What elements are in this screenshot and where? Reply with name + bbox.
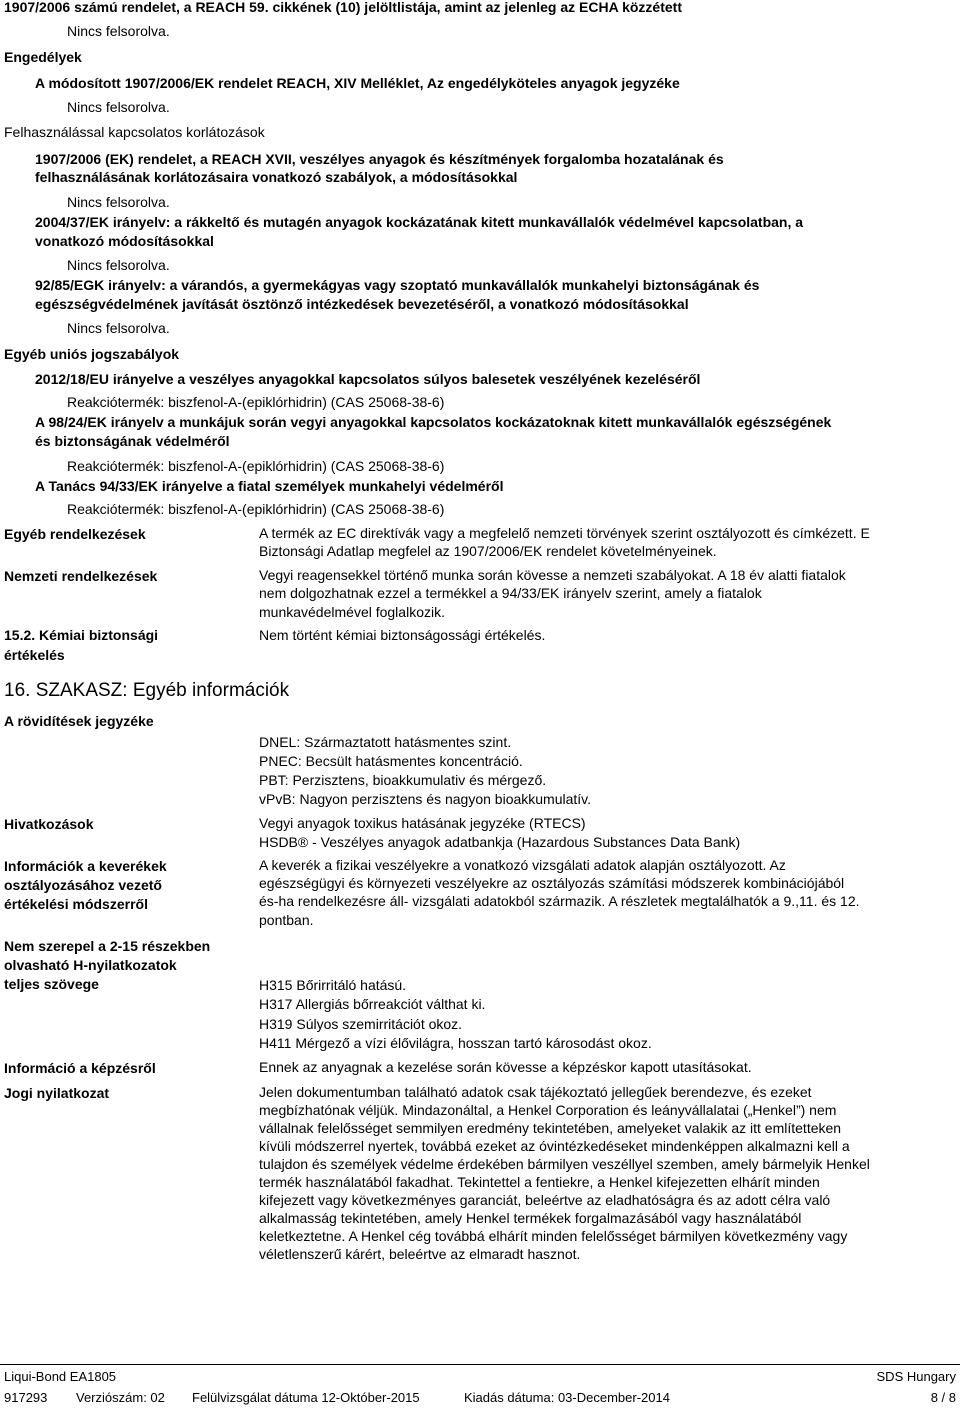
national-regulations-line2: nem dolgozhatnak ezzel a termékkel a 94/33/EK irányelv szerint, amely a fiatalok [259,585,762,601]
section16-title: 16. SZAKASZ: Egyéb információk [4,680,290,701]
training-label: Információ a képzésről [4,1060,156,1076]
abbreviation-line: DNEL: Származtatott hatásmentes szint. [259,734,512,750]
disclaimer-line: kívüli módszerrel nyertek, továbbá ezeket az óvintézkedéseket mindenképpen alkalmazni kell a [259,1138,850,1154]
h-statement: H315 Bőrirritáló hatású. [259,977,407,993]
footer-page-number: 8 / 8 [930,1390,956,1405]
references-label: Hivatkozások [4,816,94,832]
disclaimer-line: keletkeztetne. A Henkel cég továbbá elhárít minden felelősséget bármilyen következmény vagy [259,1228,848,1244]
other-eu-label: Egyéb uniós jogszabályok [4,346,180,362]
csa-label-line1: 15.2. Kémiai biztonsági [4,627,159,643]
method-line1: A keverék a fizikai veszélyekre a vonatkozó vizsgálati adatok alapján osztályozott. Az [259,857,786,873]
h-statement: H319 Súlyos szemirritációt okoz. [259,1016,463,1032]
seveso-heading: 2012/18/EU irányelve a veszélyes anyagokkal kapcsolatos súlyos balesetek veszélyének kezeléséről [35,371,701,387]
method-label-line3: értékelési módszerről [4,896,148,912]
h-statement: H317 Allergiás bőrreakciót válthat ki. [259,996,486,1012]
abbreviations-label: A rövidítések jegyzéke [4,713,154,729]
csa-label-line2: értékelés [4,647,65,663]
dir92-heading-line1: 92/85/EGK irányelv: a várandós, a gyermekágyas vagy szoptató munkavállalók munkahelyi biztonságának és [35,277,760,293]
annex17-value: Nincs felsorolva. [67,194,170,210]
h-statements-label-line1: Nem szerepel a 2-15 részekben [4,938,211,954]
training-value: Ennek az anyagnak a kezelése során kövesse a képzéskor kapott utasításokat. [259,1059,752,1075]
method-line2: egészségügyi és környezeti veszélyekre az osztályozás számítási módszerek kombinációjából [259,875,845,891]
abbreviation-line: PNEC: Becsült hatásmentes koncentráció. [259,753,523,769]
disclaimer-line: véletlenszerű kárért, beleértve az elmaradt hasznot. [259,1246,581,1262]
dir2004-heading-line1: 2004/37/EK irányelv: a rákkeltő és mutagén anyagok kockázatának kitett munkavállalók védelmével kapcsolatban, a [35,214,804,230]
disclaimer-line: alkalmasság tekintetében, amely Henkel termékek forgalmazásából vagy használatából [259,1210,802,1226]
method-label-line1: Információk a keverékek [4,858,167,874]
dir94-value: Reakciótermék: biszfenol-A-(epiklórhidrin) (CAS 25068-38-6) [67,501,445,517]
other-regulations-label: Egyéb rendelkezések [4,526,146,542]
national-regulations-line1: Vegyi reagensekkel történő munka során kövesse a nemzeti szabályokat. A 18 év alatti fiatalok [259,567,846,583]
dir94-heading: A Tanács 94/33/EK irányelve a fiatal személyek munkahelyi védelméről [35,478,504,494]
seveso-value: Reakciótermék: biszfenol-A-(epiklórhidrin) (CAS 25068-38-6) [67,394,445,410]
national-regulations-line3: munkavédelmével foglalkozik. [259,604,445,620]
h-statements-label-line3: teljes szövege [4,976,99,992]
reach59-heading: 1907/2006 számú rendelet, a REACH 59. cikkének (10) jelöltlistája, amint az jelenleg az ECHA közzétett [4,0,682,15]
footer-product-name: Liqui-Bond EA1805 [4,1369,117,1384]
h-statement: H411 Mérgező a vízi élővilágra, hosszan tartó károsodást okoz. [259,1035,652,1051]
disclaimer-line: kifejezett vagy következményes garanciát, beleértve az eladhatóságra és az adott célra való [259,1192,831,1208]
csa-value: Nem történt kémiai biztonságossági értékelés. [259,627,546,643]
abbreviation-line: PBT: Perzisztens, bioakkumulativ és mérgező. [259,772,547,788]
disclaimer-line: megbízhatónak véljük. Mindazonáltal, a Henkel Corporation és leányvállalatai („Henkel”) nem [259,1102,837,1118]
references-line1: Vegyi anyagok toxikus hatásának jegyzéke (RTECS) [259,815,586,831]
dir98-value: Reakciótermék: biszfenol-A-(epiklórhidrin) (CAS 25068-38-6) [67,458,445,474]
method-label-line2: osztályozásához vezető [4,877,162,893]
disclaimer-line: tulajdon és személyek védelme érdekében bármilyen veszéllyel szemben, amely bármelyik Henkel [259,1156,870,1172]
other-regulations-line2: Biztonsági Adatlap megfelel az 1907/2006/EK rendelet követelményeinek. [259,543,717,559]
footer-revision-date: Felülvizsgálat dátuma 12-Október-2015 [192,1390,420,1405]
method-line3: és-ha rendelkezésre áll- vizsgálati adatokból származik. A részletek megtalálhatók a 9.,11. és 12. [259,893,860,909]
annex17-heading-line1: 1907/2006 (EK) rendelet, a REACH XVII, veszélyes anyagok és készítmények forgalomba hozatalának és [35,151,724,167]
restrictions-label: Felhasználással kapcsolatos korlátozások [4,124,265,140]
reach59-value: Nincs felsorolva. [67,23,170,39]
footer-version: Verziószám: 02 [76,1390,165,1405]
annex14-value: Nincs felsorolva. [67,99,170,115]
authorisations-label: Engedélyek [4,49,82,65]
annex17-heading-line2: felhasználásának korlátozásaira vonatkozó szabályok, a módosításokkal [35,169,518,185]
disclaimer-line: Jelen dokumentumban található adatok csak tájékoztató jellegűek berendezve, és ezeket [259,1084,812,1100]
h-statements-label-line2: olvasható H-nyilatkozatok [4,957,177,973]
other-regulations-line1: A termék az EC direktívák vagy a megfelelő nemzeti törvények szerint osztályozott és címkézett. E [259,525,870,541]
dir98-heading-line2: és biztonságának védelméről [35,433,230,449]
abbreviation-line: vPvB: Nagyon perzisztens és nagyon bioakkumulatív. [259,791,592,807]
dir92-value: Nincs felsorolva. [67,320,170,336]
dir92-heading-line2: egészségvédelmének javítását ösztönző intézkedések bevezetéséről, a vonatkozó módosításokkal [35,296,689,312]
dir98-heading-line1: A 98/24/EK irányelv a munkájuk során vegyi anyagokkal kapcsolatos kockázatoknak kitett munkavállalók egészségének [35,414,832,430]
footer-sds-label: SDS Hungary [876,1369,956,1384]
footer-code: 917293 [4,1390,48,1405]
national-regulations-label: Nemzeti rendelkezések [4,568,158,584]
disclaimer-label: Jogi nyilatkozat [4,1085,110,1101]
disclaimer-line: vállalnak felelősséget semmilyen eredmény tekintetében, amelyeket valakik az itt említetteken [259,1120,842,1136]
method-line4: pontban. [259,912,314,928]
annex14-heading: A módosított 1907/2006/EK rendelet REACH, XIV Melléklet, Az engedélyköteles anyagok jegyzéke [35,75,680,91]
references-line2: HSDB® - Veszélyes anyagok adatbankja (Hazardous Substances Data Bank) [259,834,741,850]
dir2004-value: Nincs felsorolva. [67,257,170,273]
footer-issue-date: Kiadás dátuma: 03-December-2014 [464,1390,670,1405]
dir2004-heading-line2: vonatkozó módosításokkal [35,233,214,249]
disclaimer-line: termék használatából fakadhat. Tekintettel a fentiekre, a Henkel kifejezetten elhárít minden [259,1174,820,1190]
footer-rule [0,1364,960,1365]
